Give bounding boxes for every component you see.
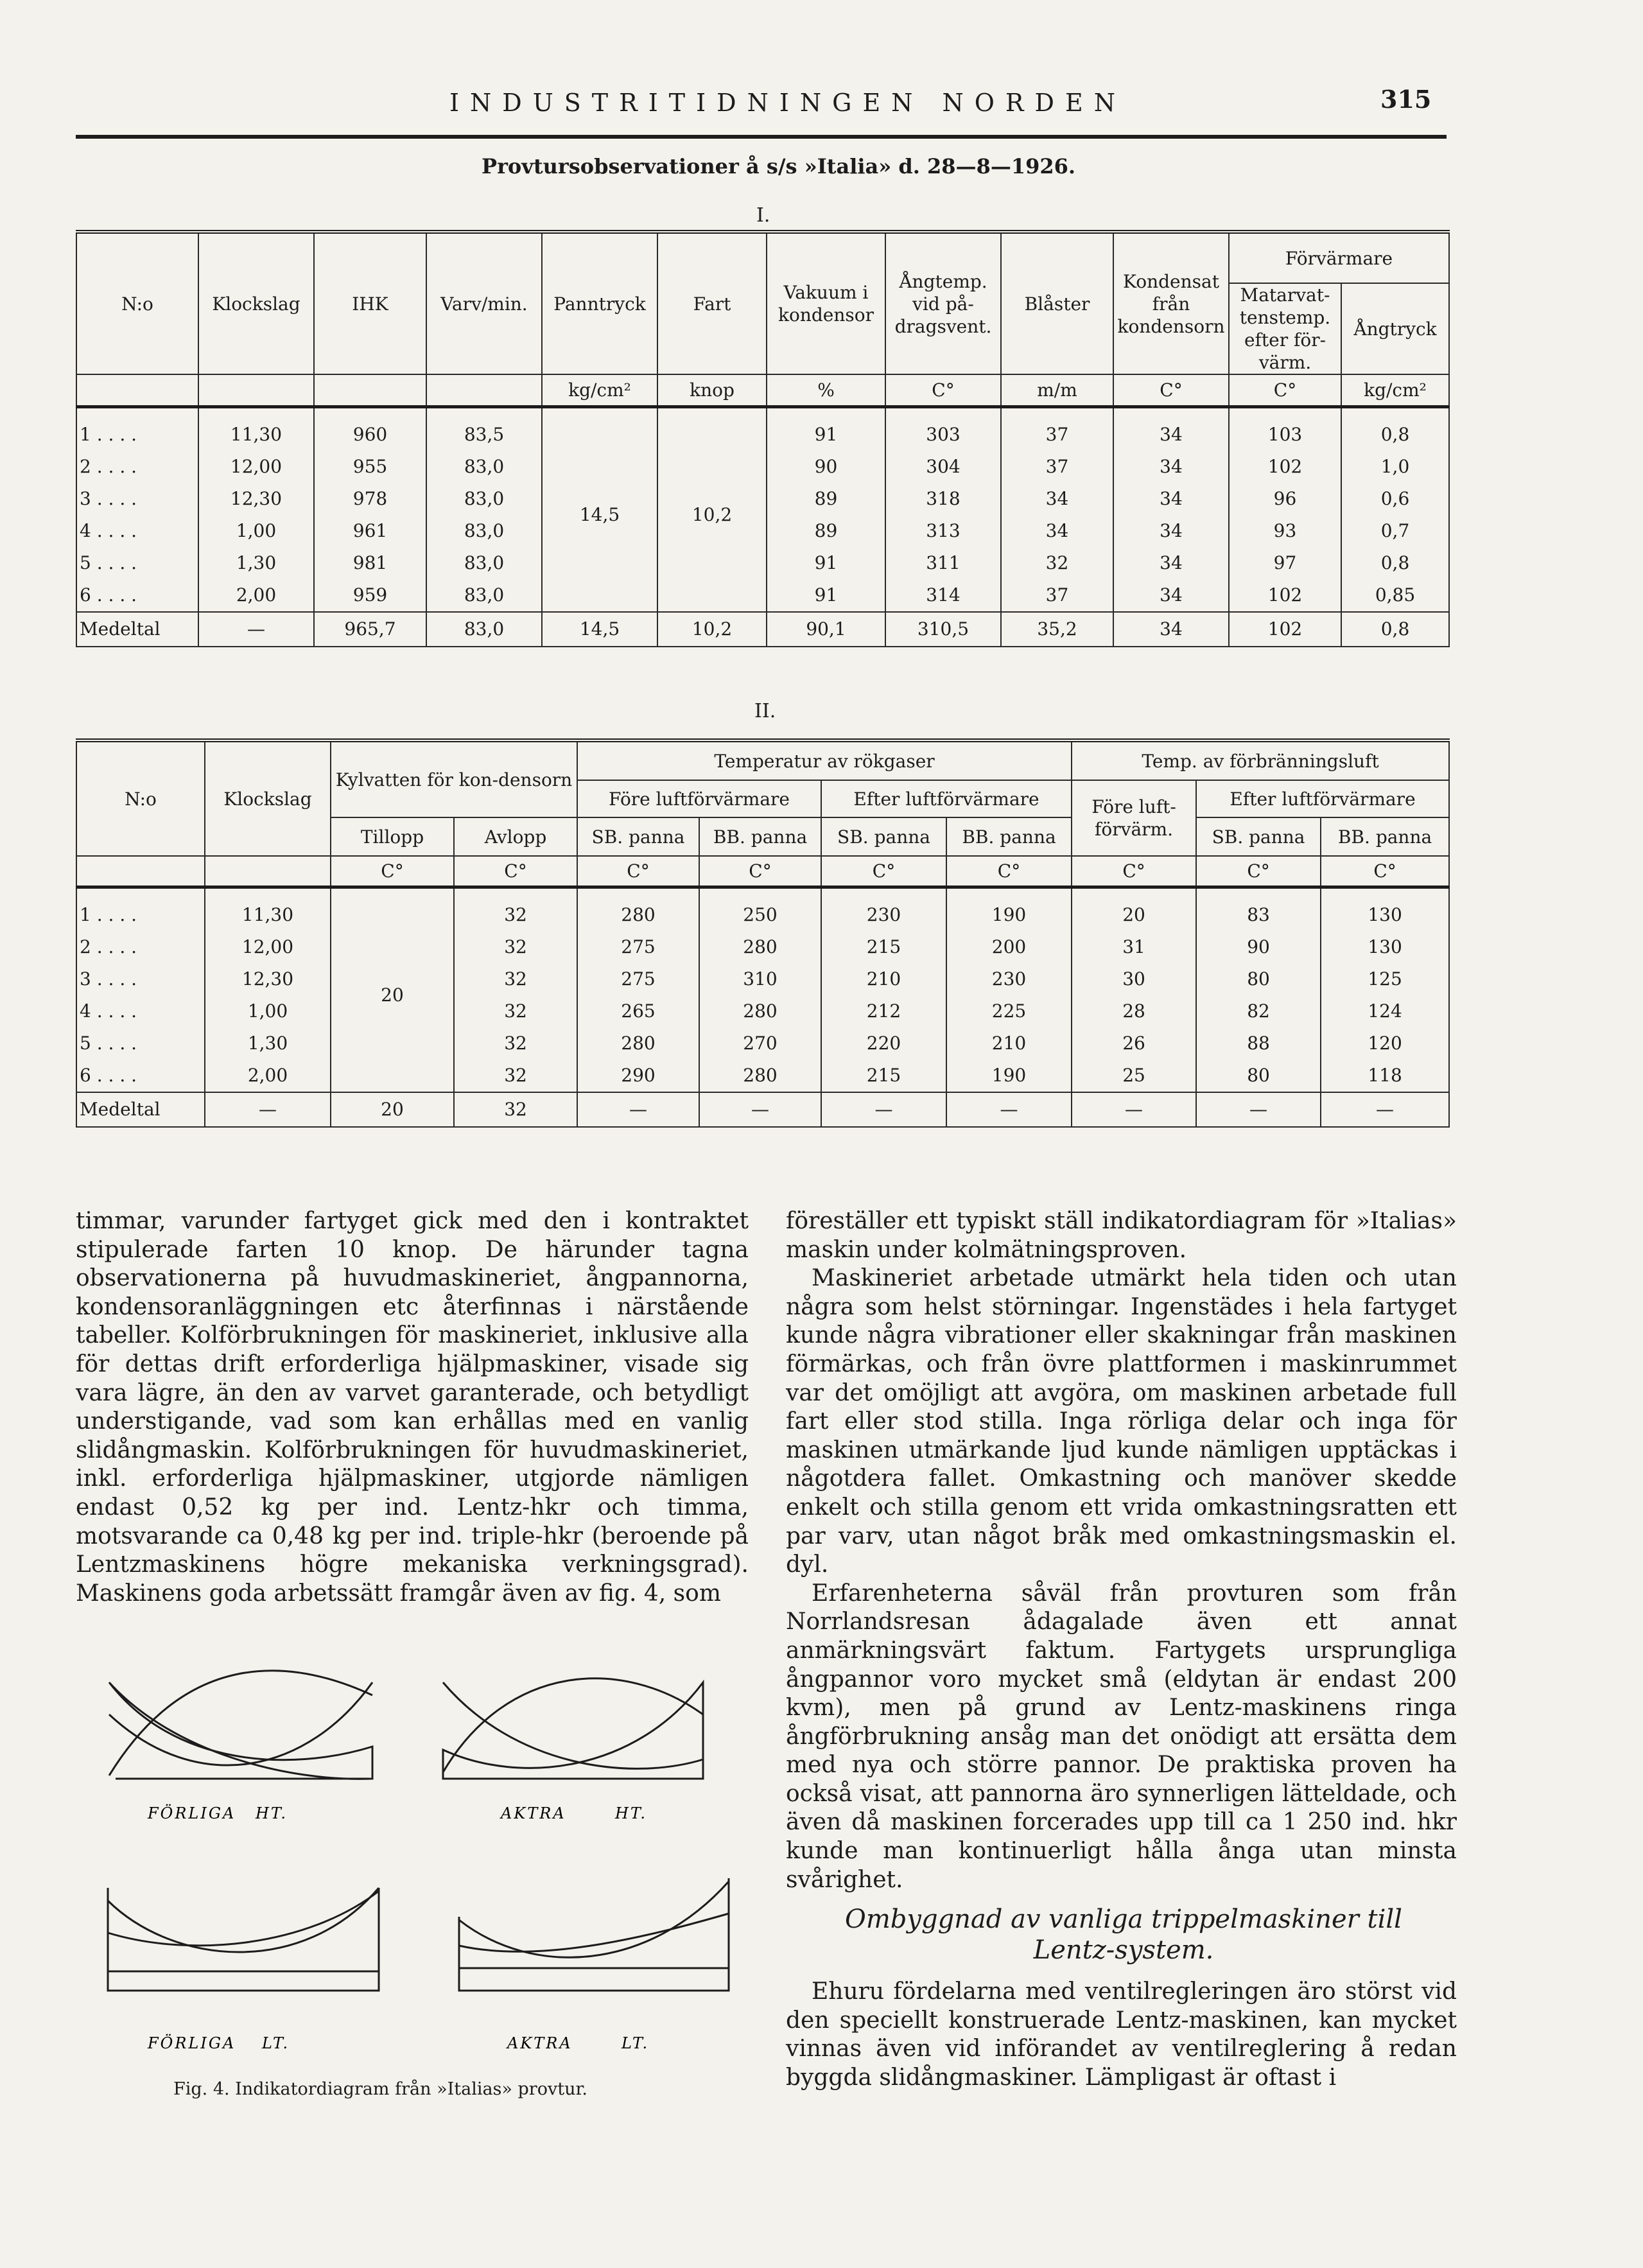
table-cell: 26 — [1072, 1027, 1196, 1060]
table-cell: 14,5 — [542, 612, 657, 647]
right-column-text — [786, 1207, 1457, 1894]
unit-kondensat: C° — [1113, 374, 1229, 406]
table-cell: 32 — [454, 995, 577, 1027]
table-cell: 12,30 — [205, 963, 331, 995]
table-cell: 265 — [577, 995, 699, 1027]
table-cell: 125 — [1321, 963, 1449, 995]
table-cell: 220 — [821, 1027, 946, 1060]
diagram-label: FÖRLIGA — [148, 1804, 236, 1822]
table-cell: 230 — [946, 963, 1072, 995]
table-cell: 225 — [946, 995, 1072, 1027]
table-cell: 0,8 — [1341, 406, 1449, 451]
col-fore-luftforvarm: Före luft-förvärm. — [1072, 780, 1196, 856]
diagram-label: HT. — [256, 1804, 288, 1822]
table-cell: 212 — [821, 995, 946, 1027]
col-panntryck: Panntryck — [542, 232, 657, 374]
table-cell: 32 — [454, 1027, 577, 1060]
table-cell: 35,2 — [1001, 612, 1113, 647]
table-cell: 83,0 — [426, 579, 542, 612]
paragraph: föreställer ett typiskt ställ indikatordiagram för »Italias» maskin under kolmätningsproven. — [786, 1208, 1457, 1263]
table-cell: 90 — [767, 451, 885, 483]
table-row — [76, 995, 1449, 1027]
table-cell: 314 — [885, 579, 1001, 612]
grouped-tillopp: 20 — [331, 887, 454, 1092]
unit-vakuum: % — [767, 374, 885, 406]
unit — [198, 374, 314, 406]
table-cell: Medeltal — [76, 1092, 205, 1127]
table-cell: 20 — [331, 1092, 454, 1127]
col-fart: Fart — [657, 232, 767, 374]
col-angtemp: Ångtemp. vid på-dragsvent. — [885, 232, 1001, 374]
table-cell: 230 — [821, 887, 946, 931]
table-cell: 103 — [1229, 406, 1341, 451]
table-cell: — — [1072, 1092, 1196, 1127]
grouped-panntryck: 14,5 — [542, 406, 657, 612]
table-cell: 1,00 — [205, 995, 331, 1027]
table-cell: 2,00 — [205, 1060, 331, 1092]
col-angtryck: Ångtryck — [1341, 283, 1449, 374]
left-column-text — [76, 1207, 749, 1608]
table-cell: 280 — [699, 995, 821, 1027]
unit: C° — [1072, 856, 1196, 887]
table-cell: 30 — [1072, 963, 1196, 995]
table-cell: 34 — [1113, 451, 1229, 483]
group-forbranningsluft: Temp. av förbränningsluft — [1072, 740, 1449, 780]
unit: C° — [1321, 856, 1449, 887]
col-sb-luft: SB. panna — [1196, 817, 1321, 856]
table-cell: 32 — [454, 963, 577, 995]
diagram-label: FÖRLIGA — [148, 2034, 236, 2052]
table-cell: — — [1196, 1092, 1321, 1127]
table-cell: 91 — [767, 579, 885, 612]
table-cell: 83,0 — [426, 612, 542, 647]
section-number-2: II. — [754, 700, 776, 722]
figure-caption: Fig. 4. Indikatordiagram från »Italias» provtur. — [173, 2079, 587, 2099]
col-blaster: Blåster — [1001, 232, 1113, 374]
table-cell: 83,5 — [426, 406, 542, 451]
page-number: 315 — [1380, 85, 1432, 114]
group-efter-luft-2: Efter luftförvärmare — [1196, 780, 1449, 817]
table-cell: 82 — [1196, 995, 1321, 1027]
group-rokgaser: Temperatur av rökgaser — [577, 740, 1072, 780]
col-klockslag: Klockslag — [205, 740, 331, 856]
table-cell: 6 . . . . — [76, 1060, 205, 1092]
table-cell: 200 — [946, 931, 1072, 963]
table-cell: 1,30 — [198, 547, 314, 579]
diagram-forliga-lt — [108, 1888, 379, 1991]
table-cell: 11,30 — [205, 887, 331, 931]
unit — [76, 374, 198, 406]
table-cell: 102 — [1229, 451, 1341, 483]
diagram-label: AKTRA — [507, 2034, 573, 2052]
table-cell: 80 — [1196, 963, 1321, 995]
grouped-fart: 10,2 — [657, 406, 767, 612]
table-cell: 28 — [1072, 995, 1196, 1027]
table-row — [76, 931, 1449, 963]
table-cell: 34 — [1113, 483, 1229, 515]
journal-title: INDUSTRITIDNINGEN NORDEN — [449, 89, 1126, 117]
table-cell: 12,00 — [205, 931, 331, 963]
table-cell: 1,00 — [198, 515, 314, 547]
col-varv: Varv/min. — [426, 232, 542, 374]
table-cell: 37 — [1001, 579, 1113, 612]
table-cell: 34 — [1113, 612, 1229, 647]
table-cell: 32 — [1001, 547, 1113, 579]
group-forvarmare: Förvärmare — [1229, 232, 1449, 283]
table-cell: 32 — [454, 1060, 577, 1092]
col-sb-fore: SB. panna — [577, 817, 699, 856]
observation-table-2 — [76, 738, 1450, 1128]
table-cell: 130 — [1321, 931, 1449, 963]
table-cell: 280 — [577, 1027, 699, 1060]
table-cell: 118 — [1321, 1060, 1449, 1092]
diagram-aktra-lt — [459, 1878, 729, 1991]
table-cell: 959 — [314, 579, 426, 612]
col-avlopp: Avlopp — [454, 817, 577, 856]
table-row — [76, 887, 1449, 931]
table-cell: 0,8 — [1341, 612, 1449, 647]
table-cell: 91 — [767, 406, 885, 451]
table-cell: 215 — [821, 931, 946, 963]
table-cell: 960 — [314, 406, 426, 451]
table-cell: 955 — [314, 451, 426, 483]
table-row — [76, 1060, 1449, 1092]
table-cell: 124 — [1321, 995, 1449, 1027]
table-cell: 290 — [577, 1060, 699, 1092]
table-cell: 80 — [1196, 1060, 1321, 1092]
table-cell: 2 . . . . — [76, 451, 198, 483]
table-cell: 210 — [821, 963, 946, 995]
table-cell: 12,30 — [198, 483, 314, 515]
table-cell: 32 — [454, 931, 577, 963]
table-cell: 215 — [821, 1060, 946, 1092]
unit-fart: knop — [657, 374, 767, 406]
unit-empty — [76, 856, 205, 887]
table-cell: 83 — [1196, 887, 1321, 931]
col-bb-luft: BB. panna — [1321, 817, 1449, 856]
table-cell: 83,0 — [426, 547, 542, 579]
table-cell: 11,30 — [198, 406, 314, 451]
table-cell: 0,7 — [1341, 515, 1449, 547]
table-cell: 0,8 — [1341, 547, 1449, 579]
table-cell: 91 — [767, 547, 885, 579]
table-cell: 1 . . . . — [76, 406, 198, 451]
table-cell: 304 — [885, 451, 1001, 483]
table-cell: 90,1 — [767, 612, 885, 647]
col-ihk: IHK — [314, 232, 426, 374]
diagram-label: AKTRA — [501, 1804, 566, 1822]
table-cell: 4 . . . . — [76, 515, 198, 547]
col-bb-fore: BB. panna — [699, 817, 821, 856]
table-cell: 90 — [1196, 931, 1321, 963]
mean-row — [76, 612, 1449, 647]
table-cell: — — [946, 1092, 1072, 1127]
table-cell: 270 — [699, 1027, 821, 1060]
table-cell: 34 — [1001, 483, 1113, 515]
table-cell: 89 — [767, 515, 885, 547]
indicator-diagrams-figure — [96, 1644, 738, 2080]
table-cell: 3 . . . . — [76, 483, 198, 515]
table-cell: 88 — [1196, 1027, 1321, 1060]
unit-panntryck: kg/cm² — [542, 374, 657, 406]
table-cell: 34 — [1113, 515, 1229, 547]
table-cell: 1,30 — [205, 1027, 331, 1060]
table-cell: 120 — [1321, 1027, 1449, 1060]
table-cell: 34 — [1001, 515, 1113, 547]
paragraph: Ehuru fördelarna med ventilregleringen äro störst vid den speciellt konstruerade Lentz-maskinen, kan mycket vinnas även vid införandet av ventilreglering å redan byggda slidångmaskiner. Lämpligast är oftast i — [786, 1978, 1457, 2091]
table-cell: 34 — [1113, 406, 1229, 451]
unit-blaster: m/m — [1001, 374, 1113, 406]
table-cell: — — [821, 1092, 946, 1127]
table-cell: 102 — [1229, 579, 1341, 612]
unit — [314, 374, 426, 406]
col-sb-efter: SB. panna — [821, 817, 946, 856]
table-cell: 37 — [1001, 406, 1113, 451]
table-cell: — — [1321, 1092, 1449, 1127]
table-cell: 318 — [885, 483, 1001, 515]
col-klockslag: Klockslag — [198, 232, 314, 374]
paragraph: timmar, varunder fartyget gick med den i kontraktet stipulerade farten 10 knop. De härunder tagna observationerna på huvudmaskineriet, ångpannorna, kondensoranläggningen etc återfinnas i närstående tabeller. Kolförbrukningen för maskineriet, inklusive alla för dettas drift erforderliga hjälpmaskiner, visade sig vara lägre, än den av varvet garanterade, och betydligt understigande, vad som kan erhållas med en vanlig slidångmaskin. Kolförbrukningen för huvudmaskineriet, inkl. erforderliga hjälpmaskiner, utgjorde nämligen endast 0,52 kg per ind. Lentz-hkr och timma, motsvarande ca 0,48 kg per ind. triple-hkr (beroende på Lentzmaskinens högre mekaniska verkningsgrad). Maskinens goda arbetssätt framgår även av fig. 4, som — [76, 1208, 749, 1607]
table-cell: 250 — [699, 887, 821, 931]
table-cell: 310 — [699, 963, 821, 995]
table-row — [76, 1027, 1449, 1060]
table-cell: 1,0 — [1341, 451, 1449, 483]
table-cell: 981 — [314, 547, 426, 579]
table-cell: 210 — [946, 1027, 1072, 1060]
section-number-1: I. — [756, 204, 770, 227]
col-kondensat: Kondensat från kondensorn — [1113, 232, 1229, 374]
table-cell: 6 . . . . — [76, 579, 198, 612]
table-cell: 961 — [314, 515, 426, 547]
unit: C° — [454, 856, 577, 887]
table-cell: 4 . . . . — [76, 995, 205, 1027]
col-nr: N:o — [76, 740, 205, 856]
table-cell: 978 — [314, 483, 426, 515]
paragraph: Maskineriet arbetade utmärkt hela tiden och utan några som helst störningar. Ingenstädes i hela fartyget kunde några vibrationer eller skakningar från maskinen förmärkas, och från övre plattformen i maskinrummet var det omöjligt att avgöra, om maskinen arbetade full fart eller stod stilla. Inga rörliga delar och inga för maskinen utmärkande ljud kunde nämligen upptäckas i någotdera fallet. Omkastning och manöver skedde enkelt och stilla genom ett vrida omkastningsratten ett par varv, utan något bråk med omkastningsmaskin el. dyl. — [786, 1265, 1457, 1578]
unit-angtemp: C° — [885, 374, 1001, 406]
table-cell: Medeltal — [76, 612, 198, 647]
table-cell: 0,6 — [1341, 483, 1449, 515]
table-cell: 190 — [946, 1060, 1072, 1092]
table-cell: 83,0 — [426, 515, 542, 547]
table-cell: 93 — [1229, 515, 1341, 547]
table-cell: 275 — [577, 931, 699, 963]
diagram-forliga-ht — [109, 1671, 372, 1779]
table-cell: 102 — [1229, 612, 1341, 647]
table-cell: 34 — [1113, 579, 1229, 612]
table-cell: 303 — [885, 406, 1001, 451]
table-cell: 31 — [1072, 931, 1196, 963]
section-text — [786, 1978, 1457, 2092]
col-matarvatten: Matarvat-tenstemp. efter för-värm. — [1229, 283, 1341, 374]
table-cell: 190 — [946, 887, 1072, 931]
observation-table-1 — [76, 230, 1450, 647]
table-cell: 25 — [1072, 1060, 1196, 1092]
header-rule — [76, 135, 1447, 139]
unit: C° — [946, 856, 1072, 887]
table-cell: 965,7 — [314, 612, 426, 647]
unit: C° — [577, 856, 699, 887]
unit: C° — [821, 856, 946, 887]
table-cell: 83,0 — [426, 451, 542, 483]
unit: C° — [331, 856, 454, 887]
table-cell: 20 — [1072, 887, 1196, 931]
table-cell: 130 — [1321, 887, 1449, 931]
col-tillopp: Tillopp — [331, 817, 454, 856]
col-bb-efter: BB. panna — [946, 817, 1072, 856]
table-row — [76, 406, 1449, 451]
table-cell: 37 — [1001, 451, 1113, 483]
table-cell: 313 — [885, 515, 1001, 547]
table-cell: 280 — [577, 887, 699, 931]
table-cell: 12,00 — [198, 451, 314, 483]
mean-row — [76, 1092, 1449, 1127]
table-cell: 2,00 — [198, 579, 314, 612]
diagram-label: LT. — [622, 2034, 650, 2052]
table-cell: — — [577, 1092, 699, 1127]
group-fore-luft: Före luftförvärmare — [577, 780, 821, 817]
table-cell: 2 . . . . — [76, 931, 205, 963]
table-cell: 32 — [454, 1092, 577, 1127]
unit-angtryck: kg/cm² — [1341, 374, 1449, 406]
table-cell: 280 — [699, 931, 821, 963]
diagram-label: LT. — [262, 2034, 290, 2052]
table-cell: 32 — [454, 887, 577, 931]
table-cell: 311 — [885, 547, 1001, 579]
unit — [426, 374, 542, 406]
table-cell: 5 . . . . — [76, 1027, 205, 1060]
diagram-label: HT. — [615, 1804, 648, 1822]
unit-matarvatten: C° — [1229, 374, 1341, 406]
table-caption: Provtursobservationer å s/s »Italia» d. 28—8—1926. — [482, 154, 1076, 179]
table-cell: 5 . . . . — [76, 547, 198, 579]
table-cell: 97 — [1229, 547, 1341, 579]
paragraph: Erfarenheterna såväl från provturen som från Norrlandsresan ådagalade även ett annat anmärkningsvärt faktum. Fartygets ursprungliga ångpannor voro mycket små (eldytan är endast 200 kvm), men på grund av Lentz-maskinens ringa ångförbrukning ansåg man det onödigt att ersätta dem med nya och större pannor. De praktiska proven ha också visat, att pannorna äro synnerligen lätteldade, och även då maskinen forcerades upp till ca 1 250 ind. hkr kunde man kontinuerligt hålla ånga utan minsta svårighet. — [786, 1580, 1457, 1893]
table-cell: — — [205, 1092, 331, 1127]
table-cell: 96 — [1229, 483, 1341, 515]
unit: C° — [1196, 856, 1321, 887]
table-cell: 3 . . . . — [76, 963, 205, 995]
col-vakuum: Vakuum i kondensor — [767, 232, 885, 374]
table-cell: 0,85 — [1341, 579, 1449, 612]
table-cell: 310,5 — [885, 612, 1001, 647]
table-cell: 83,0 — [426, 483, 542, 515]
group-efter-luft: Efter luftförvärmare — [821, 780, 1072, 817]
table-cell: 34 — [1113, 547, 1229, 579]
table-cell: — — [198, 612, 314, 647]
table-cell: — — [699, 1092, 821, 1127]
table-cell: 280 — [699, 1060, 821, 1092]
unit: C° — [699, 856, 821, 887]
group-kylvatten: Kylvatten för kon-densorn — [331, 740, 577, 817]
unit-empty — [205, 856, 331, 887]
section-heading: Ombyggnad av vanliga trippelmaskiner till Lentz-system. — [845, 1905, 1402, 1965]
table-cell: 89 — [767, 483, 885, 515]
diagram-aktra-ht — [443, 1679, 703, 1779]
table-cell: 275 — [577, 963, 699, 995]
table-cell: 10,2 — [657, 612, 767, 647]
table-row — [76, 963, 1449, 995]
table-cell: 1 . . . . — [76, 887, 205, 931]
col-nr: N:o — [76, 232, 198, 374]
